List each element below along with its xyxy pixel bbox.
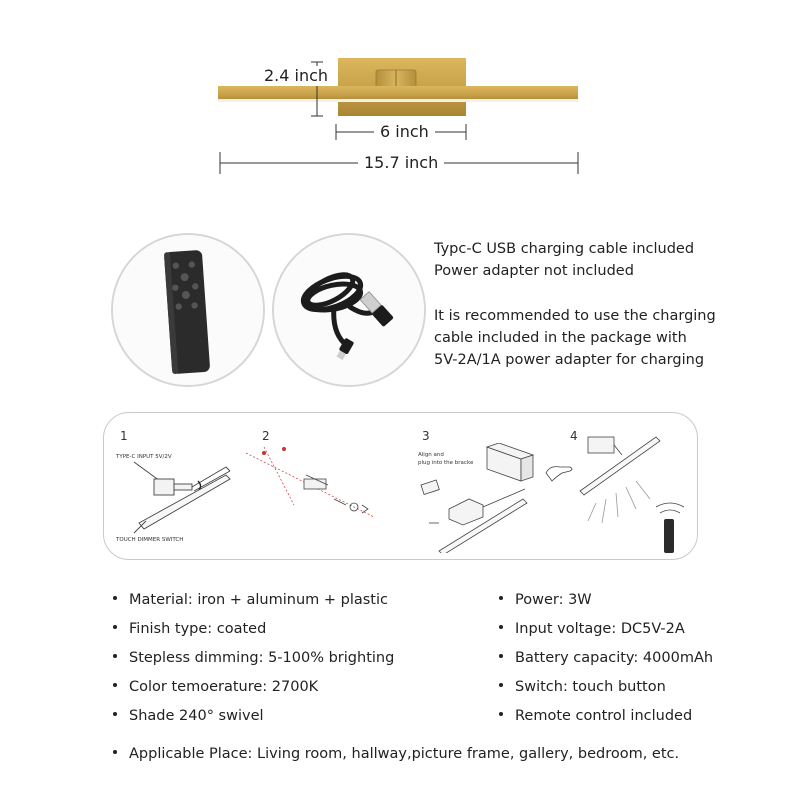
step-4-number: 4 <box>570 429 578 443</box>
bracket-width-label: 6 inch <box>374 122 435 142</box>
height-label: 2.4 inch <box>264 66 329 85</box>
spec-material-text: Material: iron + aluminum + plastic <box>129 592 388 608</box>
step-3-align-label: Align and <box>418 452 444 458</box>
bullet-icon <box>499 654 503 658</box>
bullet-icon <box>499 596 503 600</box>
usb-cable-icon <box>274 235 424 385</box>
step-4-usage-icon <box>544 433 694 555</box>
bullet-icon <box>499 625 503 629</box>
spec-dimming <box>113 648 394 668</box>
spec-power <box>499 590 592 610</box>
step-3-plug-label: plug into the bracke <box>418 460 474 466</box>
remote-control-icon <box>113 235 263 385</box>
spec-material <box>113 590 388 610</box>
bullet-icon <box>113 625 117 629</box>
step-1-lamp-icon <box>114 453 234 543</box>
step-1-number: 1 <box>120 429 128 443</box>
spec-power-text: Power: 3W <box>515 592 592 608</box>
step-1-switch-label: TOUCH DIMMER SWITCH <box>116 537 184 543</box>
bullet-icon <box>499 683 503 687</box>
spec-switch <box>499 677 666 697</box>
total-length-label: 15.7 inch <box>358 153 444 173</box>
bullet-icon <box>113 683 117 687</box>
step-3-mount-icon <box>409 443 539 553</box>
spec-battery-text: Battery capacity: 4000mAh <box>515 650 714 666</box>
spec-battery <box>499 648 713 668</box>
spec-dimming-text: Stepless dimming: 5-100% brighting <box>129 650 395 666</box>
spec-swivel <box>113 706 264 726</box>
installation-steps-panel <box>103 412 698 560</box>
remote-control-image <box>111 233 265 387</box>
usb-cable-image <box>272 233 426 387</box>
note-recommend-3: 5V-2A/1A power adapter for charging <box>434 352 705 368</box>
spec-applicable <box>113 744 679 764</box>
note-cable-included: Typc-C USB charging cable included <box>434 241 695 257</box>
step-2-number: 2 <box>262 429 270 443</box>
note-recommend-1: It is recommended to use the charging <box>434 308 716 324</box>
spec-finish <box>113 619 266 639</box>
step-1-input-label: TYPE-C INPUT 5V/2V <box>116 454 172 460</box>
spec-color-temp-text: Color temoerature: 2700K <box>129 679 319 695</box>
spec-voltage <box>499 619 685 639</box>
note-recommend-2: cable included in the package with <box>434 330 687 346</box>
spec-finish-text: Finish type: coated <box>129 621 267 637</box>
bullet-icon <box>113 596 117 600</box>
step-2-drilling-icon <box>234 445 384 525</box>
spec-remote-text: Remote control included <box>515 708 693 724</box>
bullet-icon <box>113 750 117 754</box>
bullet-icon <box>113 654 117 658</box>
spec-voltage-text: Input voltage: DC5V-2A <box>515 621 685 637</box>
note-adapter: Power adapter not included <box>434 263 634 279</box>
spec-swivel-text: Shade 240° swivel <box>129 708 264 724</box>
bullet-icon <box>113 712 117 716</box>
step-3-number: 3 <box>422 429 430 443</box>
spec-color-temp <box>113 677 318 697</box>
spec-applicable-text: Applicable Place: Living room, hallway,picture frame, gallery, bedroom, etc. <box>129 746 680 762</box>
bullet-icon <box>499 712 503 716</box>
spec-remote <box>499 706 692 726</box>
spec-switch-text: Switch: touch button <box>515 679 666 695</box>
